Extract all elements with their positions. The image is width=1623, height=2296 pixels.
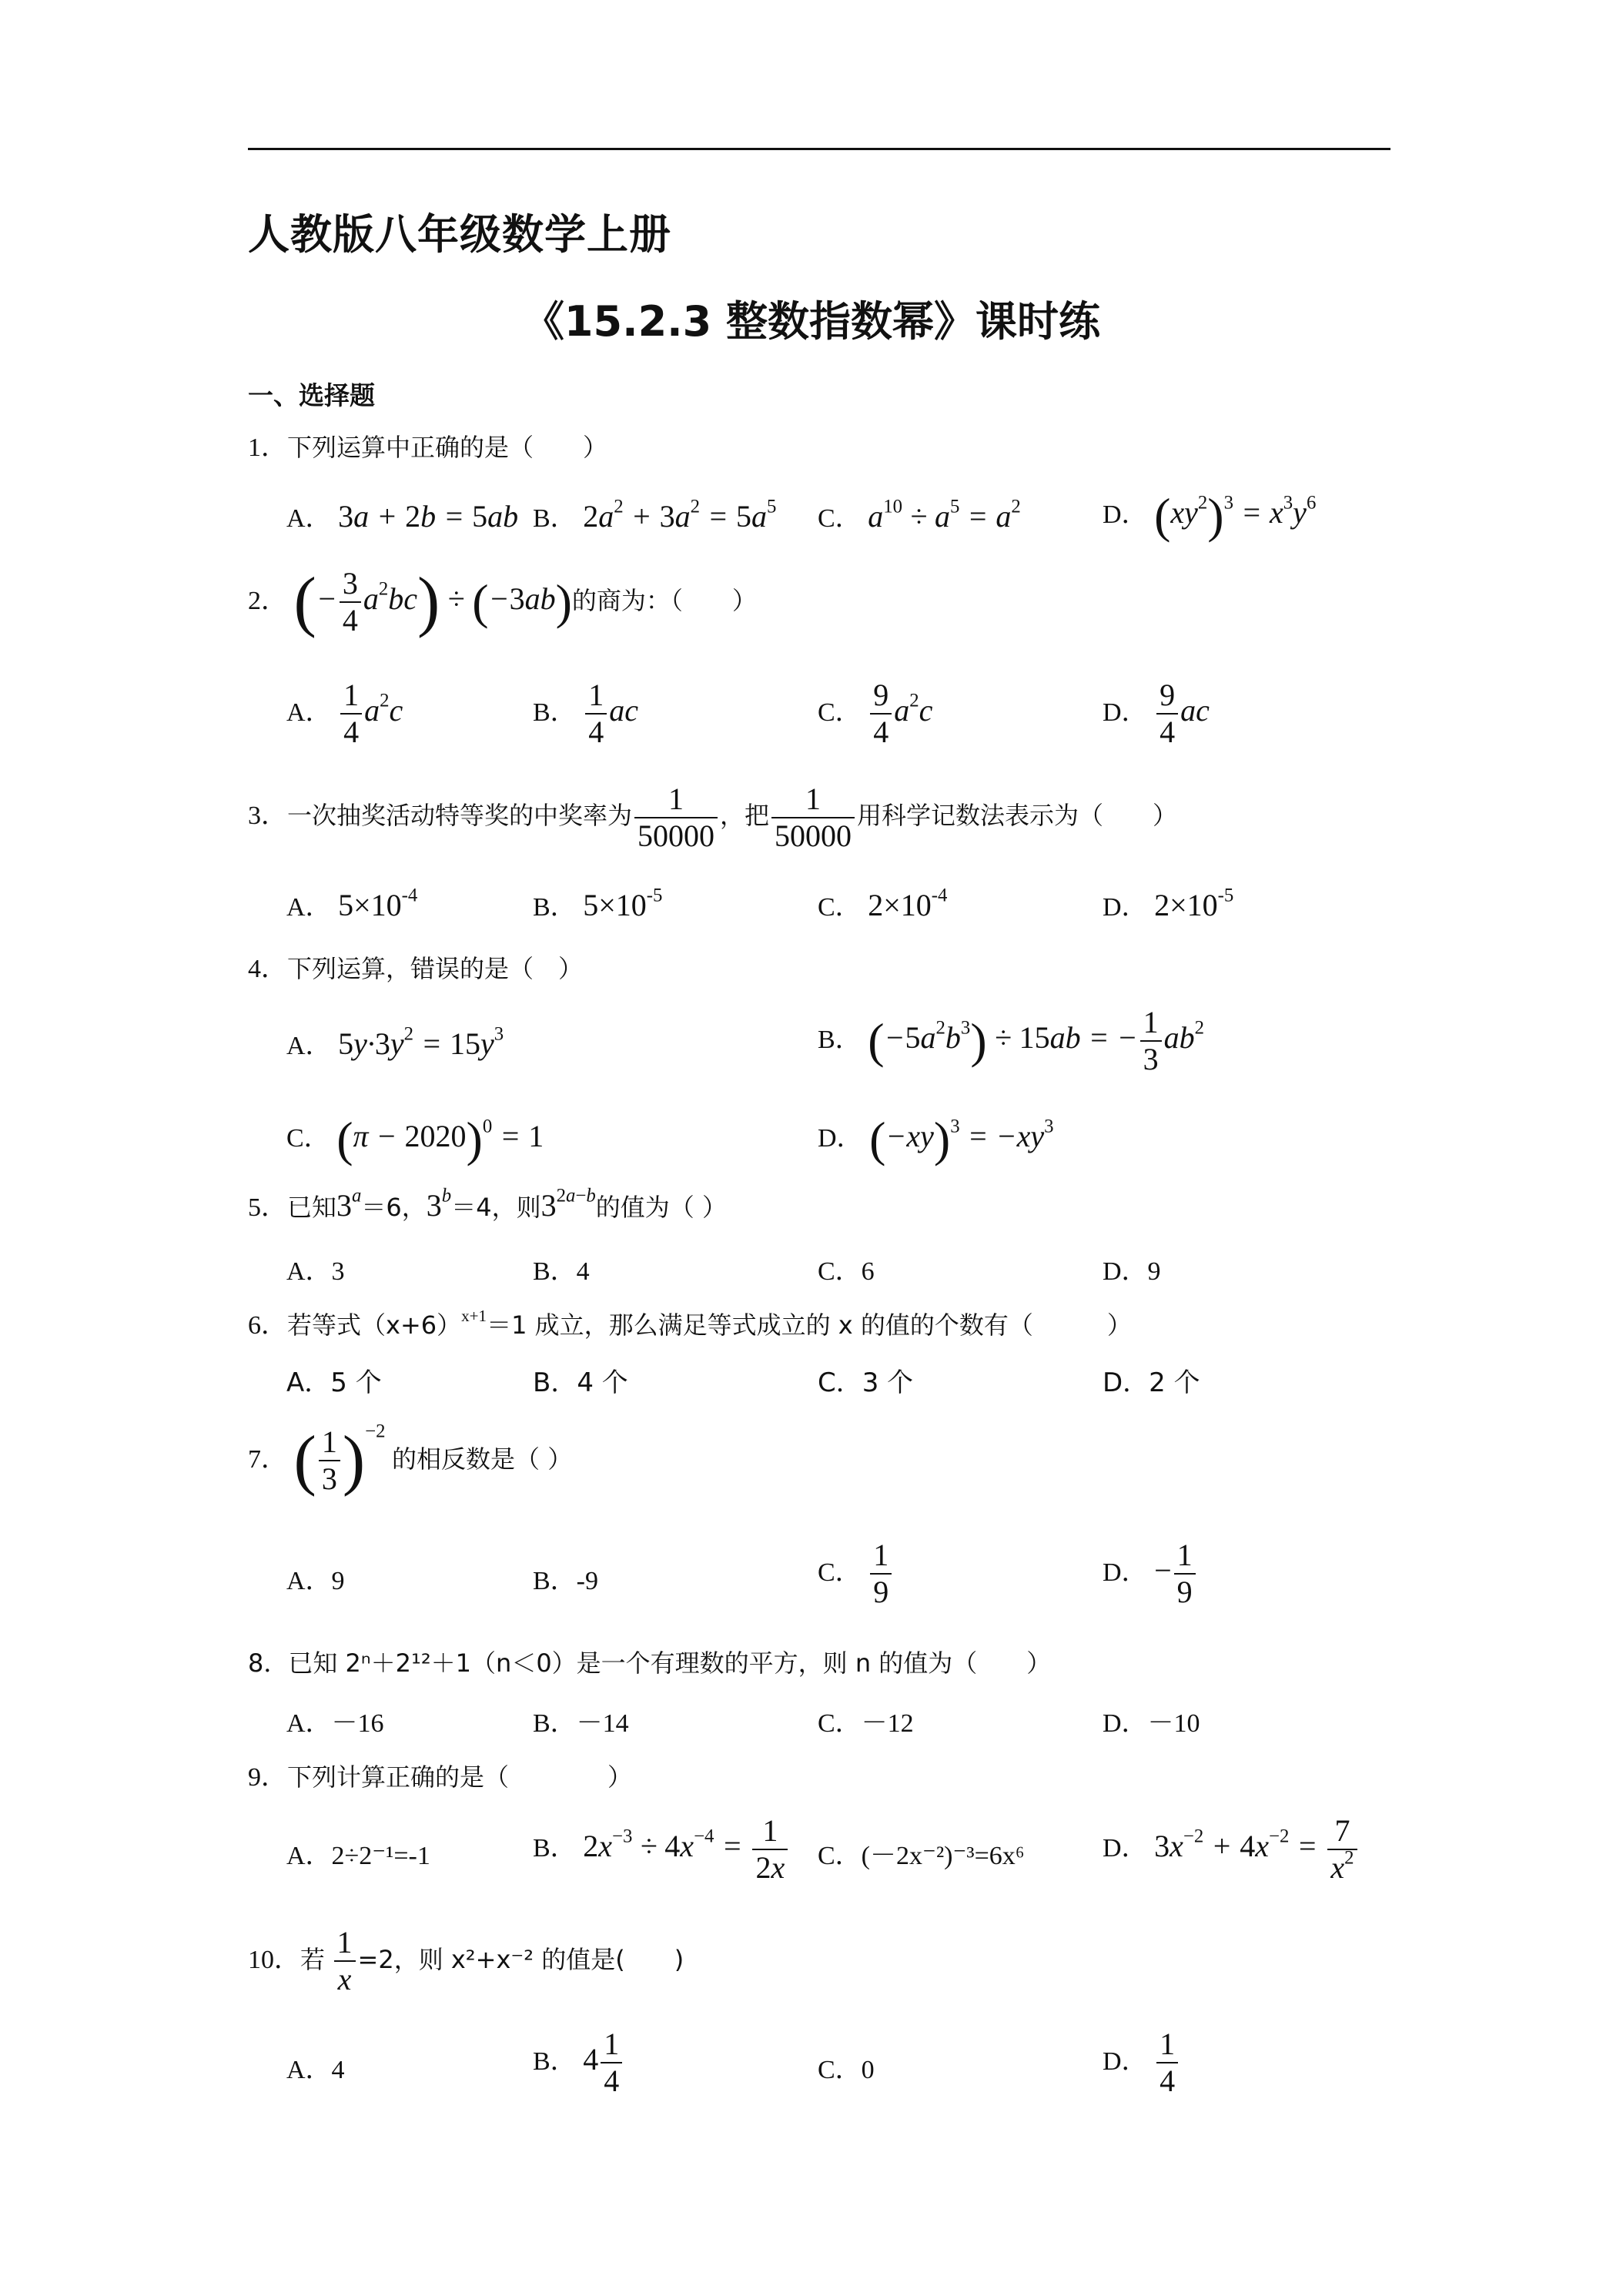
q8-option-d: D．－10 [1103, 1709, 1200, 1738]
q5-option-b: B．4 [533, 1257, 590, 1286]
question-3: 3．一次抽奖活动特等奖的中奖率为 $\frac{1}{50000}$ ，把 $\frac{1}{50000}$ 用科学记数法表示为（ ） [248, 782, 1178, 853]
worksheet-subtitle: 《15.2.3 整数指数幂》课时练 [522, 297, 1101, 346]
q7-option-a: A．9 [286, 1567, 345, 1595]
question-5: 5．已知$3^a=6$，$3^b=4$，则$3^{2a-b}$的值为（ ） [248, 1185, 727, 1223]
q9-option-a: A．2÷2⁻¹=-1 [286, 1842, 430, 1870]
q8-option-c: C．－12 [818, 1709, 914, 1738]
q3-option-b: B． $5\times 10^{-5}$ [533, 885, 663, 922]
q1d-formula: $(xy^2)^3 = x^3y^6$ [1154, 488, 1317, 543]
worksheet-title: 人教版八年级数学上册 [248, 210, 671, 259]
q10-option-a: A．4 [286, 2056, 345, 2084]
q1-option-a: A． 3a + 2b = 5ab [286, 499, 519, 534]
q2-expression: (− $\frac{3}{4}$ $a^2bc) \div (-3ab)$ [293, 564, 572, 639]
q2-option-d: D． $\frac{9}{4}$ ac [1103, 678, 1210, 749]
q1-option-d: D． $(xy^2)^3 = x^3y^6$ [1103, 488, 1317, 543]
header-rule [248, 148, 1390, 150]
q1b-formula: $2a^2 + 3a^2 = 5a^5$ [583, 496, 777, 534]
q7-expression: ( $\frac{1}{3}$ )$^{-2}$ [293, 1421, 386, 1498]
q6-option-d: D．2 个 [1103, 1367, 1200, 1398]
q6-option-a: A．5 个 [286, 1367, 382, 1398]
q2-option-c: C． $\frac{9}{4}$ $a^2c$ [818, 678, 933, 749]
q1c-formula: $a^{10} \div a^5 = a^2$ [868, 496, 1021, 534]
q5-option-a: A．3 [286, 1257, 345, 1286]
q3-option-c: C． $2\times 10^{-4}$ [818, 885, 948, 922]
q1a-formula: 3a + 2b = 5ab [338, 499, 519, 534]
q4-option-d: D． $(-xy)^3 = -xy^3$ [818, 1112, 1054, 1166]
q1-option-c: C． $a^{10} \div a^5 = a^2$ [818, 496, 1021, 534]
q8-option-a: A．－16 [286, 1709, 384, 1738]
q9-option-d: D． $3x^{-2} + 4x^{-2}$ = $\frac{7}{x^2}$ [1103, 1813, 1360, 1886]
q4-option-c: C． $(\pi - 2020)^0 = 1$ [286, 1112, 544, 1166]
q10-option-b: B． 4 $\frac{1}{4}$ [533, 2027, 624, 2099]
q4-option-b: B． $(-5a^2b^3) \div 15ab$ = − $\frac{1}{3}$ $ab^2$ [818, 1005, 1204, 1076]
q6-option-b: B．4 个 [533, 1367, 628, 1398]
q3-option-d: D． $2\times 10^{-5}$ [1103, 885, 1234, 922]
q5-option-c: C．6 [818, 1257, 875, 1286]
q8-option-b: B．－14 [533, 1709, 629, 1738]
q1-option-b: B． $2a^2 + 3a^2 = 5a^5$ [533, 496, 777, 534]
question-10: 10．若 $\frac{1}{x}$ =2，则 x²+x⁻² 的值是( ) [248, 1925, 684, 1996]
q2-option-a: A． $\frac{1}{4}$ $a^2c$ [286, 678, 403, 749]
q4-option-a: A． $5y\cdot 3y^2 = 15y^3$ [286, 1023, 504, 1061]
section-heading: 一、选择题 [248, 380, 375, 410]
q2-option-b: B． $\frac{1}{4}$ ac [533, 678, 638, 749]
q10-option-c: C．0 [818, 2056, 875, 2084]
q9-option-c: C．(－2x⁻²)⁻³=6x⁶ [818, 1842, 1025, 1870]
q6-option-c: C．3 个 [818, 1367, 914, 1398]
question-8: 8．已知 2ⁿ＋2¹²＋1（n＜0）是一个有理数的平方，则 n 的值为（ ） [248, 1648, 1052, 1678]
question-4: 4．下列运算，错误的是（ ） [248, 954, 584, 983]
question-9: 9．下列计算正确的是（ ） [248, 1762, 633, 1792]
q7-option-d: D． − $\frac{1}{9}$ [1103, 1538, 1198, 1610]
question-6: 6．若等式$(x+6)^{x+1}=1$ 成立，那么满足等式成立的 x 的值的个数有（ ） [248, 1307, 1132, 1340]
q5-option-d: D．9 [1103, 1257, 1161, 1286]
question-1: 1．下列运算中正确的是（ ） [248, 433, 608, 462]
q9-option-b: B． $2x^{-3} \div 4x^{-4}$ = $\frac{1}{2x}$ [533, 1813, 790, 1886]
q7-option-c: C． $\frac{1}{9}$ [818, 1538, 894, 1610]
question-7: 7． ( $\frac{1}{3}$ )$^{-2}$ 的相反数是（ ） [248, 1421, 573, 1498]
q10-option-d: D． $\frac{1}{4}$ [1103, 2027, 1180, 2099]
q3-option-a: A． $5\times 10^{-4}$ [286, 885, 418, 922]
question-2: 2． (− $\frac{3}{4}$ $a^2bc) \div (-3ab)$的商为：（ ） [248, 564, 757, 639]
q7-option-b: B．-9 [533, 1567, 598, 1595]
